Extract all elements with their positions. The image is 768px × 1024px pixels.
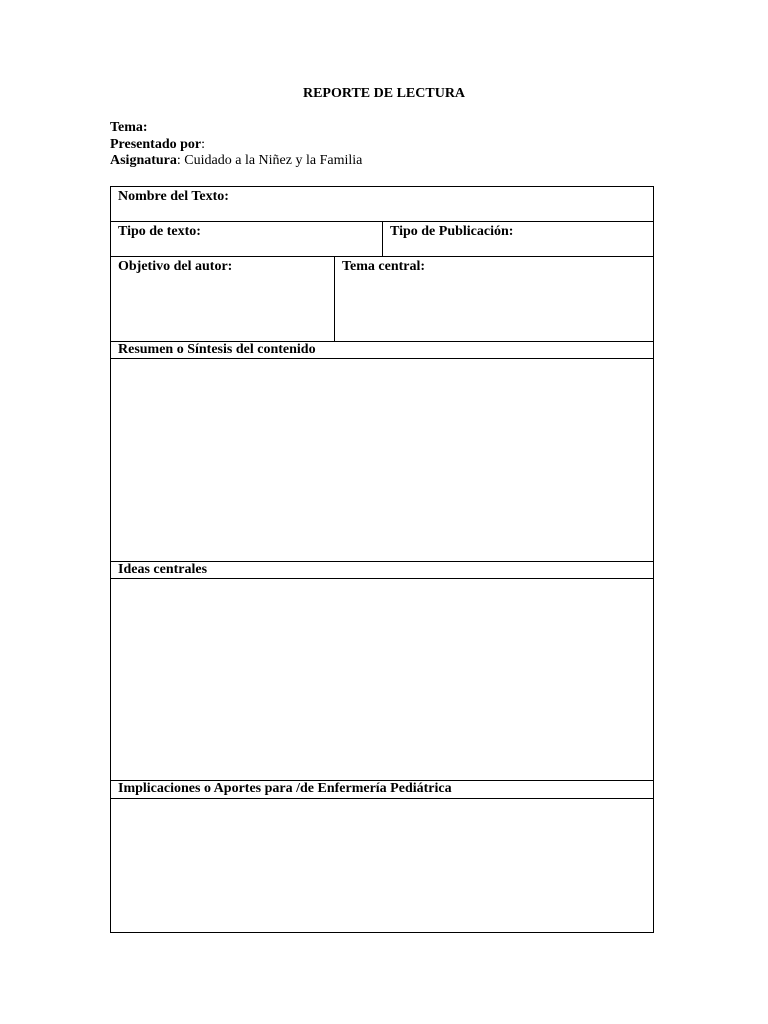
resumen-area[interactable] [111, 359, 653, 561]
implicaciones-area[interactable] [111, 799, 653, 932]
document-meta [110, 120, 362, 170]
divider [382, 222, 383, 257]
objetivo-autor-label: Objetivo del autor: [118, 259, 233, 274]
ideas-centrales-header [111, 562, 653, 579]
tema-label: Tema: [110, 120, 148, 135]
tipo-texto-cell[interactable] [111, 222, 382, 257]
tipo-publicacion-label: Tipo de Publicación: [390, 224, 514, 239]
implicaciones-header [111, 781, 653, 798]
presentado-line [110, 137, 362, 154]
nombre-texto-label: Nombre del Texto: [118, 189, 229, 204]
resumen-header [111, 342, 653, 359]
reading-report-form [110, 186, 654, 933]
tipo-texto-label: Tipo de texto: [118, 224, 201, 239]
tipo-publicacion-cell[interactable] [383, 222, 654, 257]
presentado-colon: : [201, 136, 206, 152]
resumen-label: Resumen o Síntesis del contenido [118, 342, 316, 357]
implicaciones-label: Implicaciones o Aportes para /de Enfermería Pediátrica [118, 781, 452, 796]
presentado-label: Presentado por [110, 136, 202, 152]
tema-central-label: Tema central: [342, 259, 426, 274]
tema-central-cell[interactable] [335, 257, 654, 341]
ideas-centrales-area[interactable] [111, 579, 653, 780]
page-title: REPORTE DE LECTURA [302, 86, 466, 101]
ideas-centrales-label: Ideas centrales [118, 562, 208, 577]
asignatura-value: : Cuidado a la Niñez y la Familia [176, 153, 363, 168]
asignatura-line [110, 153, 362, 170]
objetivo-autor-cell[interactable] [111, 257, 334, 341]
nombre-texto-cell[interactable] [111, 187, 653, 222]
asignatura-label: Asignatura [110, 153, 177, 168]
divider [334, 257, 335, 341]
tema-line [110, 120, 362, 137]
